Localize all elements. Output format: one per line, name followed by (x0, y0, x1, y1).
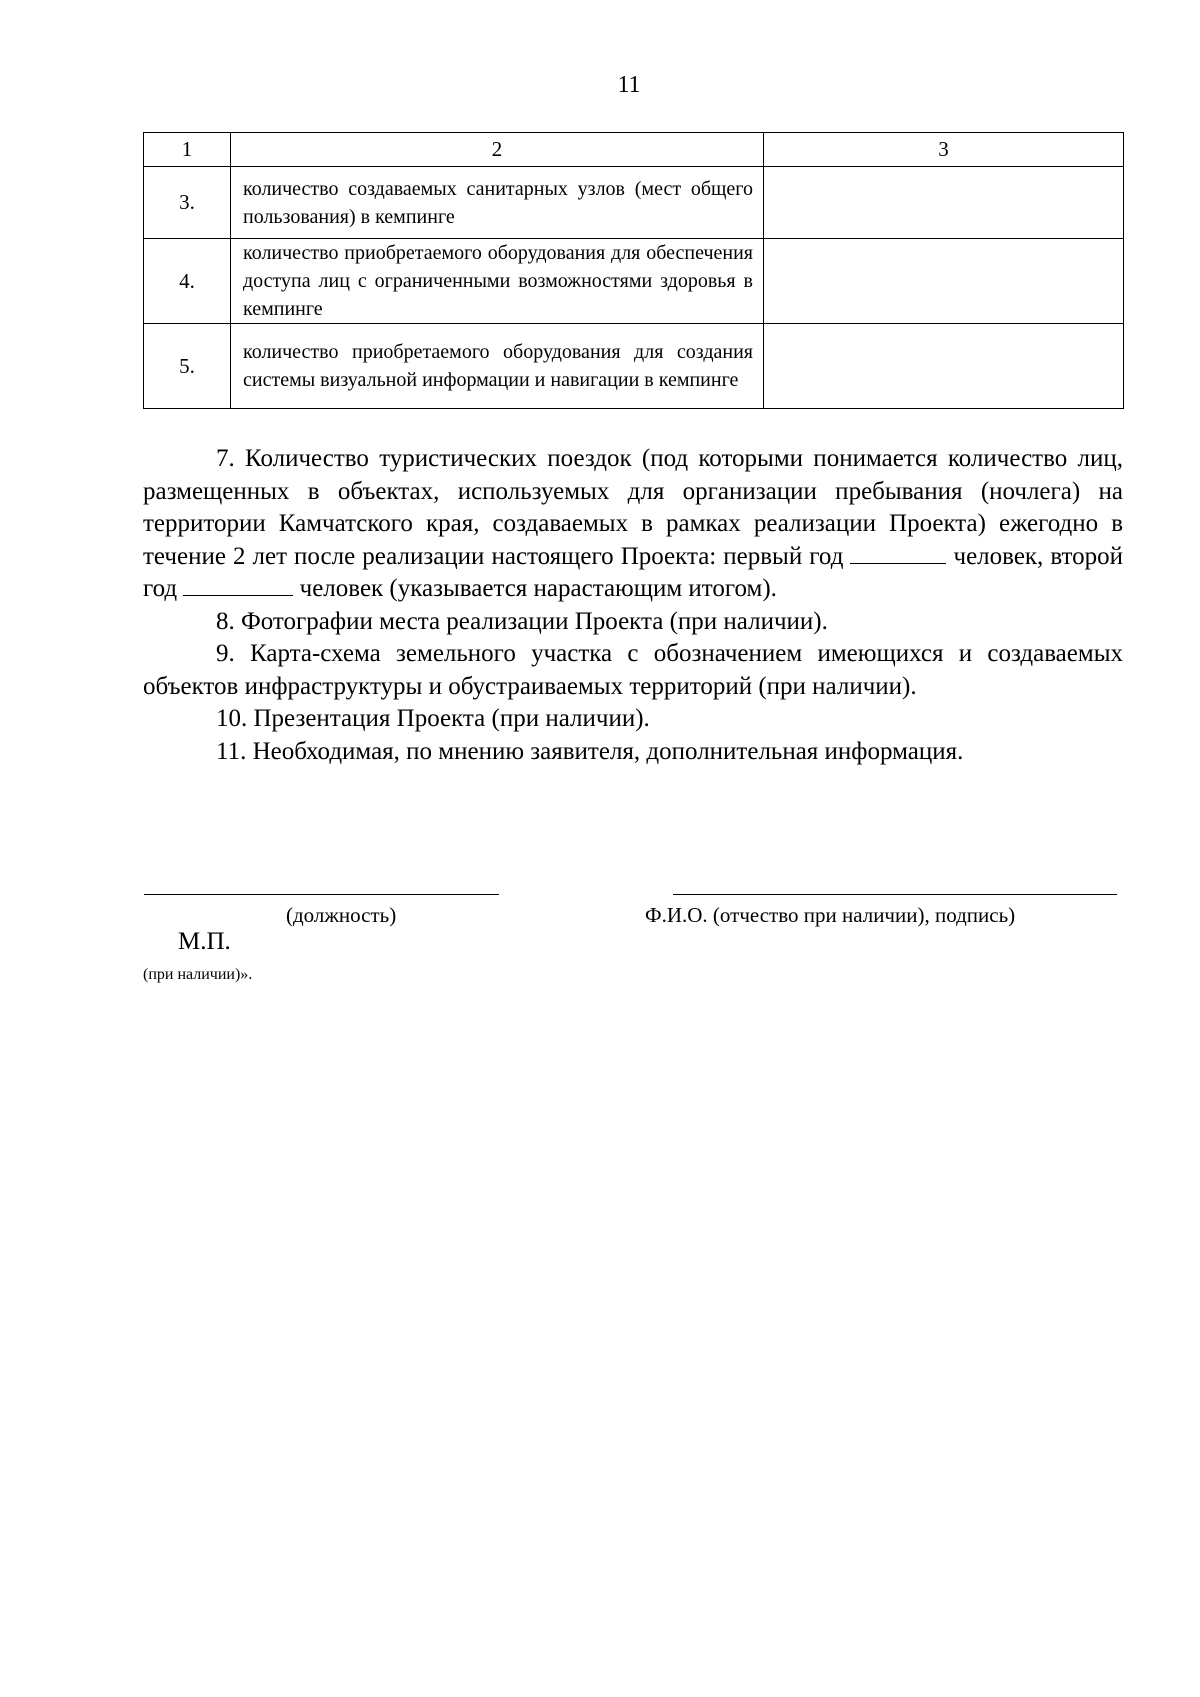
item-11: 11. Необходимая, по мнению заявителя, дополнительная информация. (216, 737, 964, 765)
table-row (144, 324, 1124, 409)
position-label: (должность) (286, 903, 397, 927)
item-7-text-b: человек, второй год (143, 542, 1124, 602)
table-header-cell: 3 (764, 133, 1124, 167)
item-7 (143, 443, 1123, 606)
table-header-cell: 2 (231, 133, 764, 167)
table-row (144, 239, 1124, 324)
fio-label: Ф.И.О. (отчество при наличии), подпись) (645, 903, 1016, 927)
row-description: количество приобретаемого оборудования для обеспечения доступа лиц с ограниченными возможностями здоровья в кемпинге (231, 239, 764, 324)
row-value (764, 167, 1124, 239)
fio-signature-line (673, 894, 1117, 895)
row-value (764, 324, 1124, 409)
document-body (143, 443, 1123, 768)
row-value (764, 239, 1124, 324)
indicators-table (143, 132, 1124, 409)
seal-mark: М.П. (178, 928, 231, 955)
row-number: 4. (144, 239, 231, 324)
second-year-blank (183, 573, 293, 596)
item-10: 10. Презентация Проекта (при наличии). (216, 705, 650, 732)
row-number: 3. (144, 167, 231, 239)
position-signature-line (144, 894, 499, 895)
item-8: 8. Фотографии места реализации Проекта (при наличии). (216, 607, 828, 635)
first-year-blank (850, 541, 946, 564)
page-number: 11 (617, 72, 641, 98)
table-header-cell: 1 (144, 133, 231, 167)
table-header-row (144, 133, 1124, 167)
row-description: количество создаваемых санитарных узлов (мест общего пользования) в кемпинге (231, 167, 764, 239)
item-7-text-c: человек (указывается нарастающим итогом). (299, 575, 777, 602)
item-7-text-a: 7. Количество туристических поездок (под которыми понимается количество лиц, размещенных в объектах, используемых для организации пребывания (ночлега) на территории Камчатского края, создаваемых в рамках реализации Проекта) ежегодно в течение 2 лет после реализации настоящего Проекта: первый год (143, 445, 1123, 570)
row-number: 5. (144, 324, 231, 409)
table-row (144, 167, 1124, 239)
seal-note: (при наличии)». (143, 966, 253, 983)
item-9: 9. Карта-схема земельного участка с обозначением имеющихся и создаваемых объектов инфраструктуры и обустраиваемых территорий (при наличии). (143, 640, 1123, 700)
row-description: количество приобретаемого оборудования для создания системы визуальной информации и навигации в кемпинге (231, 324, 764, 409)
